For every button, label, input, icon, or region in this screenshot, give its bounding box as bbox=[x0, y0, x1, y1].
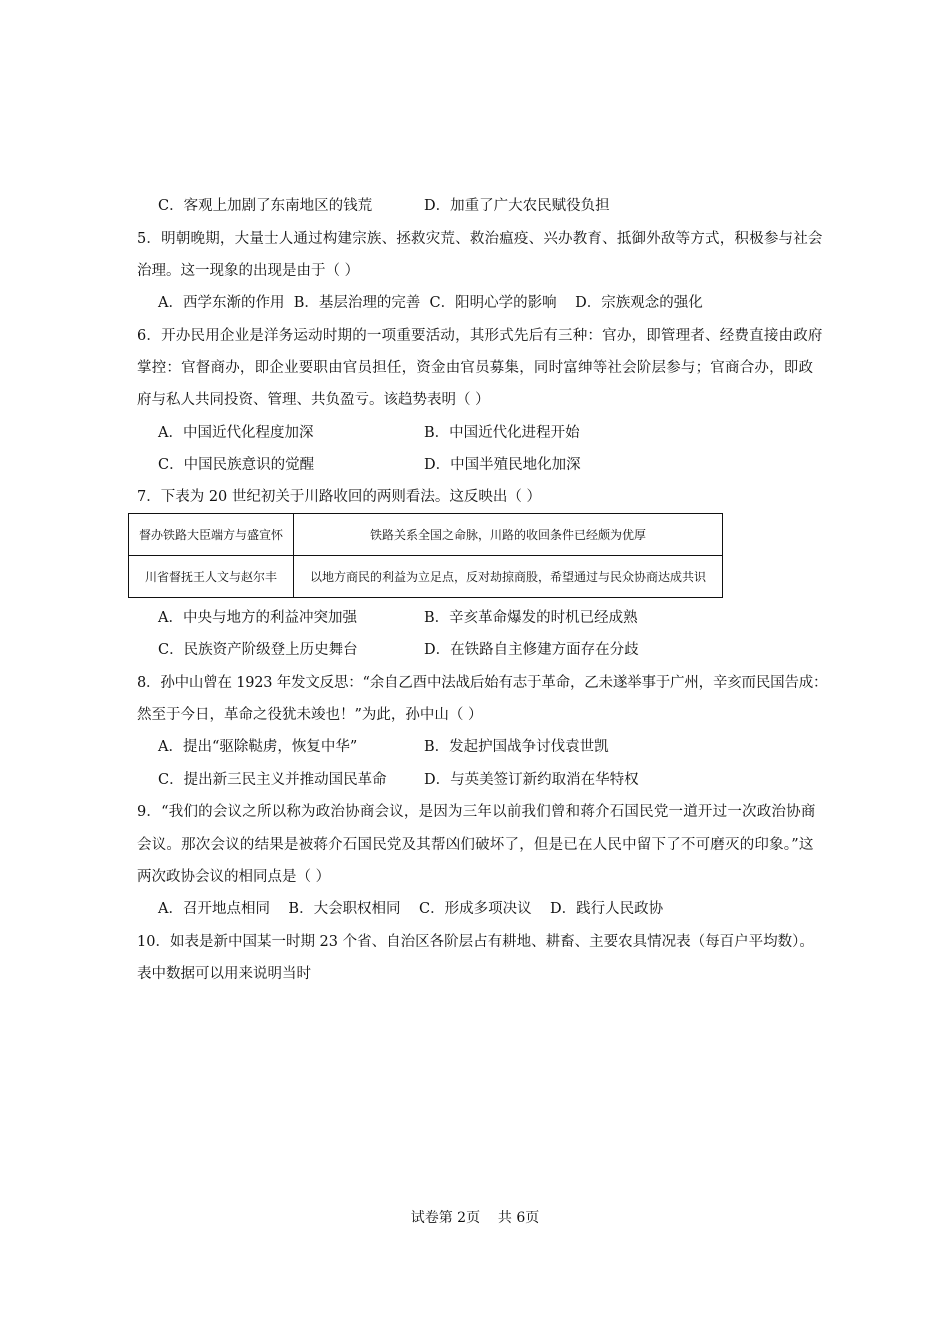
table-cell-view: 以地方商民的利益为立足点，反对劫掠商股，希望通过与民众协商达成共识 bbox=[294, 556, 723, 598]
q6-stem-line1: 6．开办民用企业是洋务运动时期的一项重要活动，其形式先后有三种：官办，即管理者、经费直接由政府 bbox=[137, 328, 823, 344]
table-row bbox=[129, 514, 723, 556]
q7-stem: 7．下表为 20 世纪初关于川路收回的两则看法。这反映出（ ） bbox=[137, 489, 542, 505]
page-footer: 试卷第 2页 共 6页 bbox=[410, 1210, 540, 1226]
table-cell-view: 铁路关系全国之命脉，川路的收回条件已经颇为优厚 bbox=[294, 514, 723, 556]
q7-option-a: A．中央与地方的利益冲突加强 bbox=[158, 610, 357, 626]
q8-option-a: A．提出“驱除鞑虏，恢复中华” bbox=[158, 739, 358, 755]
table-cell-who: 川省督抚王人文与赵尔丰 bbox=[129, 556, 294, 598]
q8-option-b: B．发起护国战争讨伐袁世凯 bbox=[424, 739, 609, 755]
q9-stem-line3: 两次政协会议的相同点是（ ） bbox=[137, 869, 331, 885]
q7-option-b: B．辛亥革命爆发的时机已经成熟 bbox=[424, 610, 638, 626]
q8-option-d: D．与英美签订新约取消在华特权 bbox=[424, 772, 639, 788]
q9-stem-line1: 9．“我们的会议之所以称为政治协商会议，是因为三年以前我们曾和蒋介石国民党一道开过一次政治协商 bbox=[137, 804, 816, 820]
q6-option-a: A．中国近代化程度加深 bbox=[158, 425, 314, 441]
q9-stem-line2: 会议。那次会议的结果是被蒋介石国民党及其帮凶们破坏了，但是已在人民中留下了不可磨灭的印象。”这 bbox=[137, 837, 814, 853]
q4-option-c: C．客观上加剧了东南地区的钱荒 bbox=[158, 198, 373, 214]
q10-stem-line1: 10．如表是新中国某一时期 23 个省、自治区各阶层占有耕地、耕畜、主要农具情况表（每百户平均数）。 bbox=[137, 934, 814, 950]
q8-option-c: C．提出新三民主义并推动国民革命 bbox=[158, 772, 387, 788]
q10-stem-line2: 表中数据可以用来说明当时 bbox=[137, 966, 311, 982]
table-cell-who: 督办铁路大臣端方与盛宣怀 bbox=[129, 514, 294, 556]
q5-stem-line1: 5．明朝晚期，大量士人通过构建宗族、拯救灾荒、救治瘟疫、兴办教育、抵御外敌等方式，积极参与社会 bbox=[137, 231, 823, 247]
q6-stem-line3: 府与私人共同投资、管理、共负盈亏。该趋势表明（ ） bbox=[137, 392, 490, 408]
q5-stem-line2: 治理。这一现象的出现是由于（ ） bbox=[137, 263, 360, 279]
q8-stem-line2: 然至于今日，革命之役犹未竣也！”为此，孙中山（ ） bbox=[137, 707, 483, 723]
q8-stem-line1: 8．孙中山曾在 1923 年发文反思：“余自乙酉中法战后始有志于革命，乙未遂举事于广州，辛亥而民国告成： bbox=[137, 675, 828, 691]
q7-option-d: D．在铁路自主修建方面存在分歧 bbox=[424, 642, 639, 658]
q4-option-d: D．加重了广大农民赋役负担 bbox=[424, 198, 610, 214]
q7-table bbox=[128, 513, 723, 598]
table-row bbox=[129, 556, 723, 598]
q6-option-d: D．中国半殖民地化加深 bbox=[424, 457, 581, 473]
q7-option-c: C．民族资产阶级登上历史舞台 bbox=[158, 642, 358, 658]
q6-stem-line2: 掌控：官督商办，即企业要职由官员担任，资金由官员募集，同时富绅等社会阶层参与；官商合办，即政 bbox=[137, 360, 814, 376]
q6-option-b: B．中国近代化进程开始 bbox=[424, 425, 580, 441]
q9-options: A．召开地点相同 B．大会职权相同 C．形成多项决议 D．践行人民政协 bbox=[158, 901, 664, 917]
q5-options: A．西学东渐的作用 B．基层治理的完善 C．阳明心学的影响 D．宗族观念的强化 bbox=[158, 295, 703, 311]
q6-option-c: C．中国民族意识的觉醒 bbox=[158, 457, 315, 473]
